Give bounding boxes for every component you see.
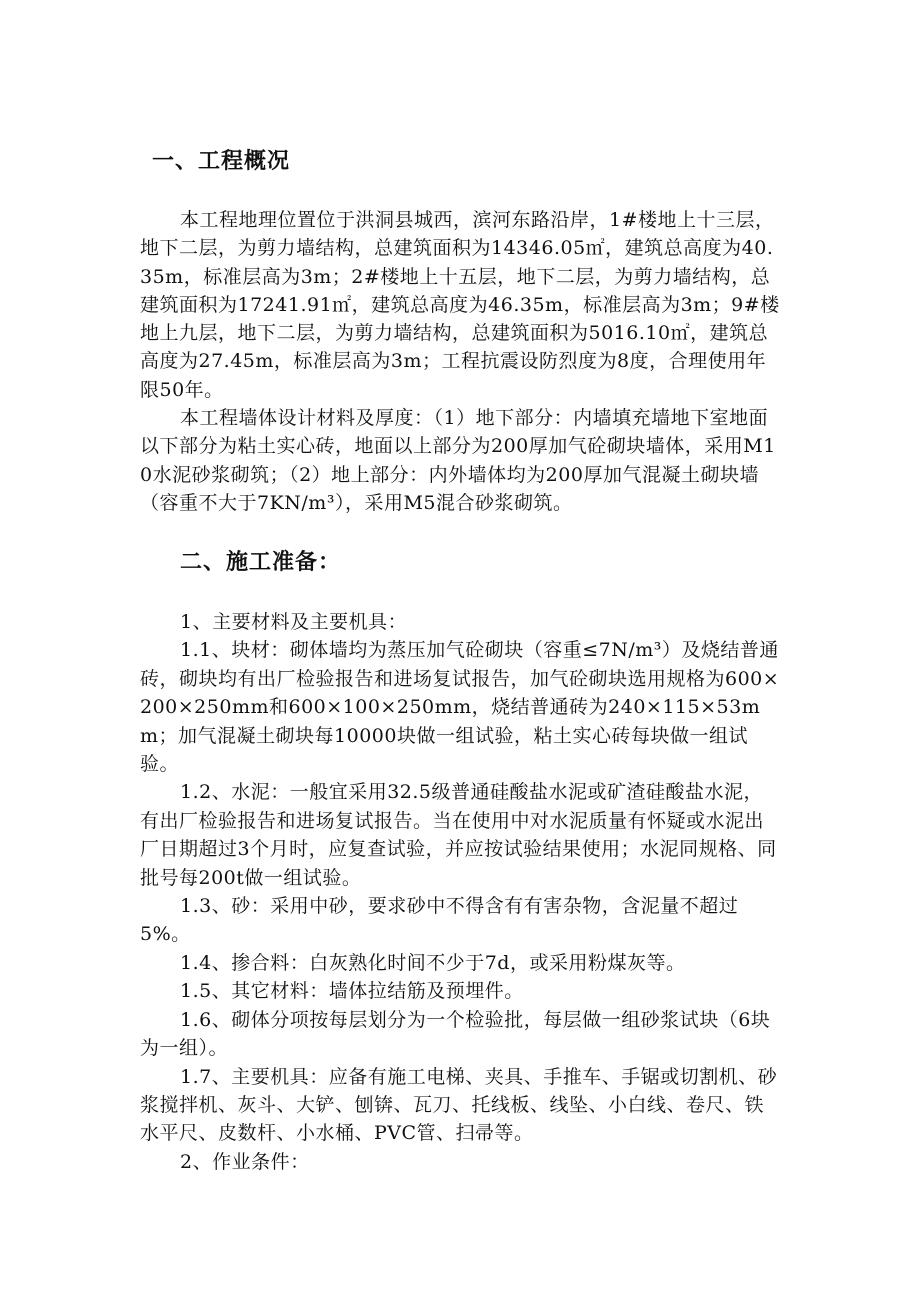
section-heading-preparation: 二、施工准备： [180, 549, 342, 575]
list-item: 1.1、块材：砌体墙均为蒸压加气砼砌块（容重≤7N/m³）及烧结普通砖，砌块均有出厂检验报告和进场复试报告，加气砼砌块选用规格为600×200×250mm和600×100×250mm，烧结普通砖为240×115×53mm；加气混凝土砌块每10000块做一组试验，粘土实心砖每块做一组试验。 [140, 639, 780, 776]
list-item: 1.2、水泥：一般宜采用32.5级普通硅酸盐水泥或矿渣硅酸盐水泥，有出厂检验报告和进场复试报告。当在使用中对水泥质量有怀疑或水泥出厂日期超过3个月时，应复查试验，并应按试验结果使用；水泥同规格、同批号每200t做一组试验。 [140, 781, 777, 889]
list-item: 1.3、砂：采用中砂，要求砂中不得含有有害杂物，含泥量不超过5%。 [140, 895, 739, 946]
list-item: 1.5、其它材料：墙体拉结筋及预埋件。 [180, 980, 524, 1003]
list-item: 1.7、主要机具：应备有施工电梯、夹具、手推车、手锯或切割机、砂浆搅拌机、灰斗、大铲、刨锛、瓦刀、托线板、线坠、小白线、卷尺、铁水平尺、皮数杆、小水桶、PVC管、扫帚等。 [140, 1065, 778, 1145]
list-item: 2、作业条件： [180, 1150, 310, 1173]
overview-paragraph-2: 本工程墙体设计材料及厚度：（1）地下部分：内墙填充墙地下室地面以下部分为粘土实心砖，地面以上部分为200厚加气砼砌块墙体，采用M10水泥砂浆砌筑；（2）地上部分：内外墙体均为200厚加气混凝土砌块墙（容重不大于7KN/m³），采用M5混合砂浆砌筑。 [140, 407, 776, 514]
list-item: 1、主要材料及主要机具： [180, 611, 408, 633]
list-item: 1.4、掺合料：白灰熟化时间不少于7d，或采用粉煤灰等。 [180, 951, 686, 974]
overview-paragraph-1: 本工程地理位置位于洪洞县城西，滨河东路沿岸，1#楼地上十三层，地下二层，为剪力墙结构，总建筑面积为14346.05㎡，建筑总高度为40.35m，标准层高为3m；2#楼地上十五层，地下二层，为剪力墙结构，总建筑面积为17241.91㎡，建筑总高度为46.35m，标准层高为3m；9#楼地上九层，地下二层，为剪力墙结构，总建筑面积为5016.10㎡，建筑总高度为27.45m，标准层高为3m；工程抗震设防烈度为8度，合理使用年限50年。 [140, 209, 780, 401]
list-item: 1.6、砌体分项按每层划分为一个检验批，每层做一组砂浆试块（6块为一组）。 [140, 1008, 771, 1060]
section-heading-overview: 一、工程概况 [152, 148, 291, 174]
preparation-list [140, 608, 782, 1176]
